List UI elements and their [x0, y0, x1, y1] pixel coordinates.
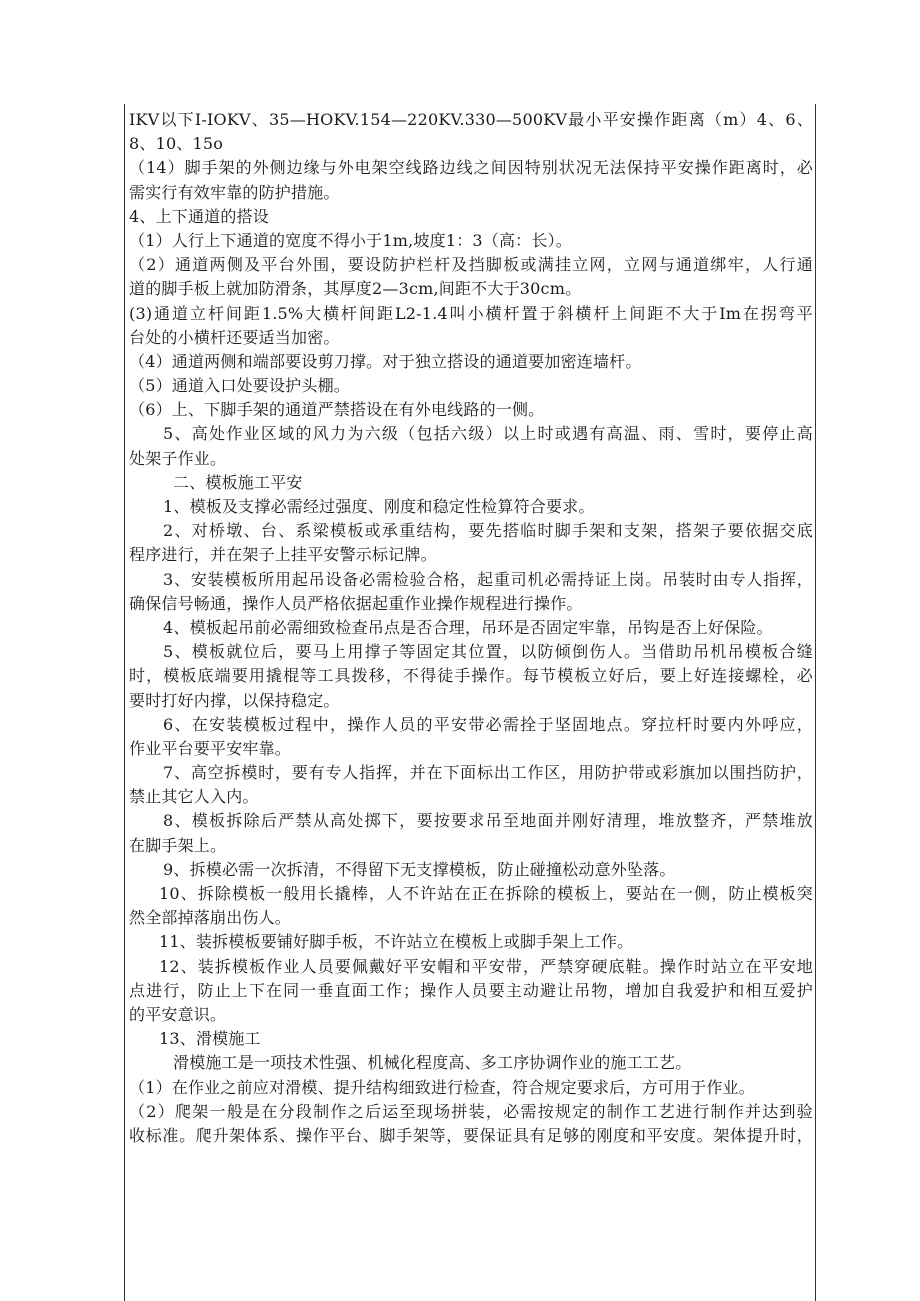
text-line: 8、模板拆除后严禁从高处掷下，要按要求吊至地面并刚好清理，堆放整齐，严禁堆放 — [163, 811, 813, 831]
text-line: 要时打好内撑，以保持稳定。 — [129, 690, 340, 710]
text-line: （14）脚手架的外侧边缘与外电架空线路边线之间因特别状况无法保持平安操作距离时，必 — [129, 158, 813, 178]
text-line: 道的脚手板上就加防滑条，其厚度2—3cm,间距不大于30cm。 — [129, 279, 582, 299]
text-line: 然全部掉落崩出伤人。 — [129, 908, 292, 928]
text-line: 点进行，防止上下在同一垂直面工作；操作人员要主动避让吊物，增加自我爱护和相互爱护 — [129, 980, 813, 1000]
text-line: 7、高空拆模时，要有专人指挥，并在下面标出工作区，用防护带或彩旗加以围挡防护， — [163, 763, 813, 783]
text-line: 5、模板就位后，要马上用撑子等固定其位置，以防倾倒伤人。当借助吊机吊模板合缝 — [163, 642, 813, 662]
text-line: （6）上、下脚手架的通道严禁搭设在有外电线路的一侧。 — [129, 400, 545, 420]
text-line: 台处的小横杆还要适当加密。 — [129, 327, 340, 347]
text-line: 4、上下通道的搭设 — [129, 206, 269, 226]
text-line: IKV以下I-IOKV、35—HOKV.154—220KV.330—500KV最小平安操作距离（m）4、6、 — [129, 110, 813, 129]
text-line: 3、安装模板所用起吊设备必需检验合格，起重司机必需持证上岗。吊装时由专人指挥， — [163, 569, 813, 589]
text-line: （5）通道入口处要设护头棚。 — [129, 376, 350, 396]
text-line: 在脚手架上。 — [129, 835, 227, 855]
document-body — [129, 108, 813, 1148]
text-line: 作业平台要平安牢靠。 — [129, 738, 292, 758]
text-line: 收标准。爬升架体系、操作平台、脚手架等，要保证具有足够的刚度和平安度。架体提升时， — [129, 1125, 813, 1145]
text-line: (3)通道立杆间距1.5%大横杆间距L2-1.4叫小横杆置于斜横杆上间距不大于Im在拐弯平 — [129, 303, 813, 323]
text-line: 5、高处作业区域的风力为六级（包括六级）以上时或遇有高温、雨、雪时，要停止高 — [163, 424, 813, 444]
text-line: 的平安意识。 — [129, 1004, 227, 1024]
text-line: 11、装拆模板要铺好脚手板，不许站立在模板上或脚手架上工作。 — [159, 932, 634, 952]
text-line: （4）通道两侧和端部要设剪刀撑。对于独立搭设的通道要加密连墙杆。 — [129, 351, 642, 371]
text-line: 滑模施工是一项技术性强、机械化程度高、多工序协调作业的施工工艺。 — [173, 1053, 692, 1073]
text-line: （2）通道两侧及平台外围，要设防护栏杆及挡脚板或满挂立网，立网与通道绑牢，人行通 — [129, 255, 813, 275]
text-line: 6、在安装模板过程中，操作人员的平安带必需拴于坚固地点。穿拉杆时要内外呼应， — [163, 714, 813, 734]
text-line: 1、模板及支撑必需经过强度、刚度和稳定性检算符合要求。 — [163, 497, 595, 516]
text-line: 确保信号畅通，操作人员严格依据起重作业操作规程进行操作。 — [129, 593, 583, 613]
text-line: 12、装拆模板作业人员要佩戴好平安帽和平安带，严禁穿硬底鞋。操作时站立在平安地 — [159, 956, 813, 976]
text-line: 禁止其它人入内。 — [129, 787, 259, 807]
text-line: 13、滑模施工 — [159, 1029, 261, 1049]
text-line: 10、拆除模板一般用长撬棒，人不许站在正在拆除的模板上，要站在一侧，防止模板突 — [159, 884, 813, 903]
text-line: （1）在作业之前应对滑模、提升结构细致进行检查，符合规定要求后，方可用于作业。 — [129, 1077, 755, 1097]
text-line: 处架子作业。 — [129, 448, 227, 468]
text-line: 程序进行，并在架子上挂平安警示标记牌。 — [129, 545, 437, 565]
text-line: 需实行有效牢靠的防护措施。 — [129, 182, 340, 202]
text-lines — [129, 108, 813, 1148]
text-line: 2、对桥墩、台、系梁模板或承重结构，要先搭临时脚手架和支架，搭架子要依据交底 — [163, 521, 813, 541]
text-line: 8、10、15o — [129, 134, 224, 154]
text-line: （1）人行上下通道的宽度不得小于1m,坡度1：3（高：长）。 — [129, 230, 572, 250]
text-line: （2）爬架一般是在分段制作之后运至现场拼装，必需按规定的制作工艺进行制作并达到验 — [129, 1101, 813, 1121]
text-line: 4、模板起吊前必需细致检查吊点是否合理，吊环是否固定牢靠，吊钩是否上好保险。 — [163, 617, 773, 637]
text-line: 9、拆模必需一次拆清，不得留下无支撑模板，防止碰撞松动意外坠落。 — [163, 859, 676, 879]
text-line: 时，模板底端要用撬棍等工具拨移，不得徒手操作。每节模板立好后，要上好连接螺栓，必 — [129, 666, 813, 686]
text-line: 二、模板施工平安 — [173, 472, 303, 492]
